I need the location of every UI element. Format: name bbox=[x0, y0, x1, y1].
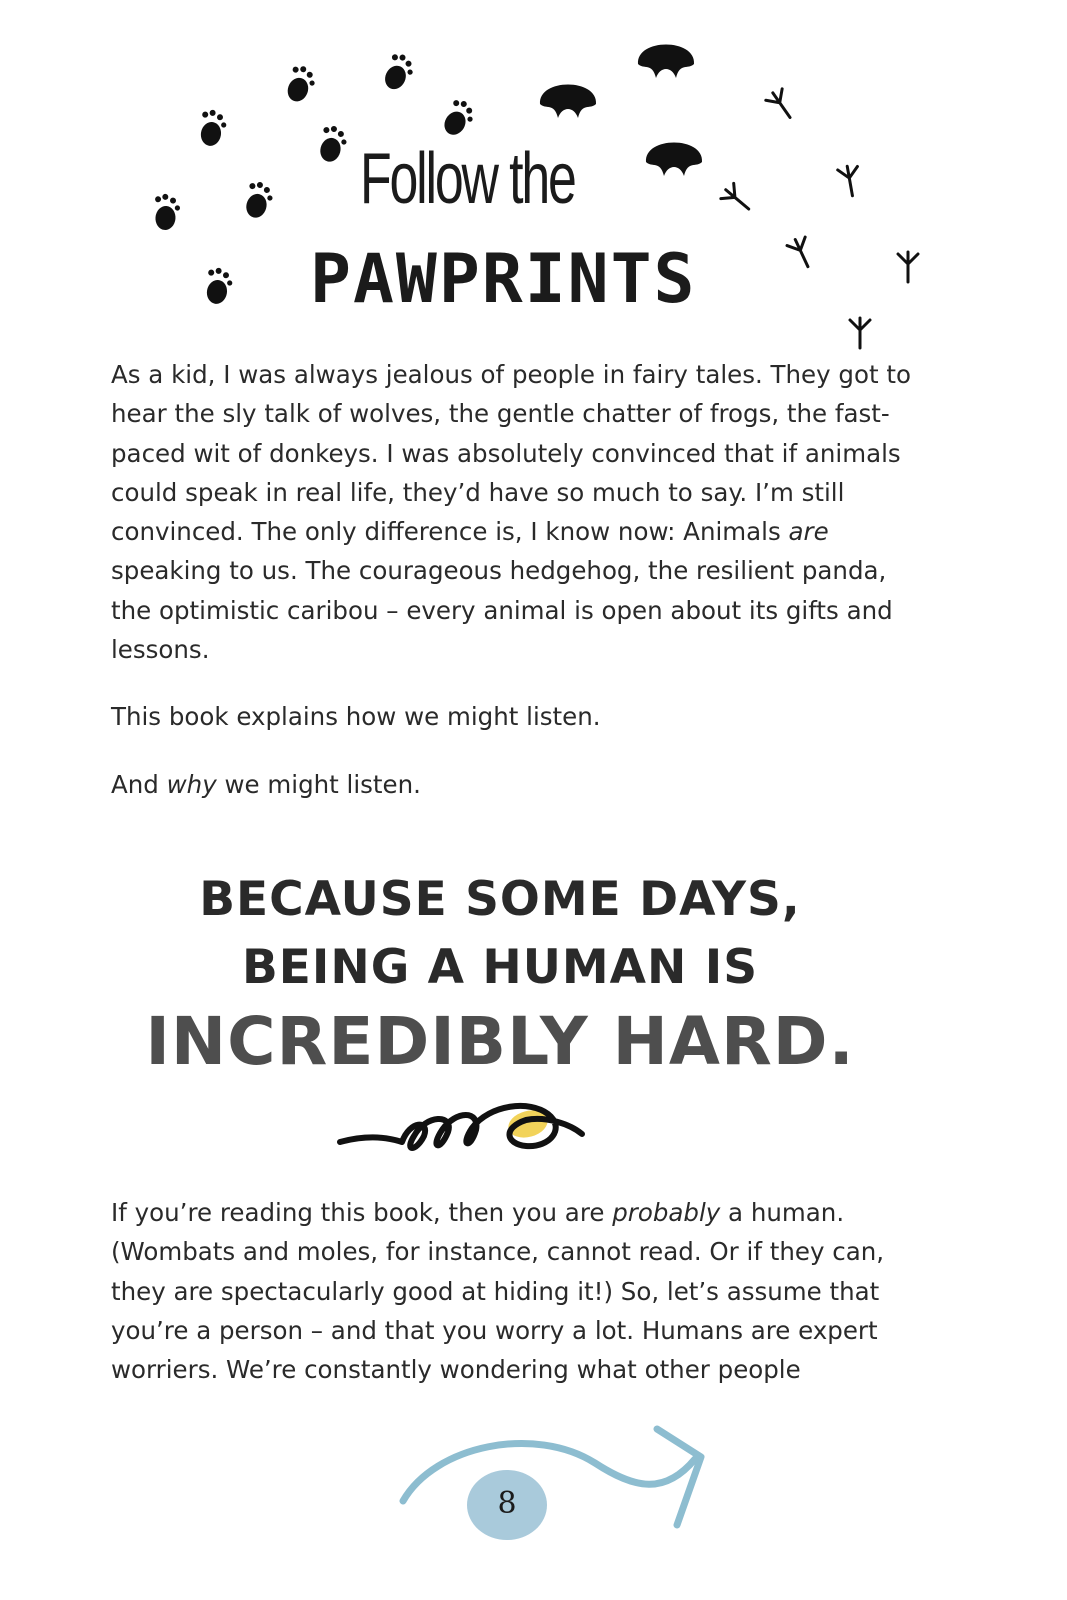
title-line-2: PAWPRINTS bbox=[310, 240, 697, 319]
banner-line-2: BEING A HUMAN IS bbox=[241, 940, 759, 995]
intro-paragraph-1-text-a: As a kid, I was always jealous of people in fairy tales. They got to hear the sly talk of wolves, the gentle chatter of frogs, the fast-paced wit of donkeys. I was absolutely convinced that if animals could speak in real life, they’d have so much to say. I’m still convinced. The only difference is, I know now: Animals bbox=[111, 360, 911, 547]
closing-paragraph-text-a: If you’re reading this book, then you are bbox=[111, 1198, 613, 1227]
large-pawprint-icon bbox=[540, 85, 596, 119]
title-line-1: Follow the bbox=[360, 139, 575, 219]
bird-track-icon bbox=[850, 318, 870, 348]
bird-track-icon bbox=[786, 235, 817, 271]
large-pawprint-icon bbox=[646, 143, 702, 177]
pawprint-icon bbox=[203, 266, 234, 306]
closing-paragraph bbox=[111, 1193, 911, 1389]
intro-paragraph-3-text-b: we might listen. bbox=[216, 770, 421, 799]
curved-arrow-icon bbox=[395, 1415, 725, 1565]
intro-paragraph-3-text-a: And bbox=[111, 770, 167, 799]
pawprint-icon bbox=[439, 96, 479, 140]
pawprint-icon bbox=[316, 124, 350, 165]
squiggle-divider-icon bbox=[330, 1090, 600, 1170]
closing-paragraph-text-b: a human. (Wombats and moles, for instance, cannot read. Or if they can, they are spectacularly good at hiding it!) So, let’s assume that you’re a person – and that you worry a lot. Humans are expert worriers. We’re constantly wondering what other people bbox=[111, 1198, 885, 1385]
page-number: 8 bbox=[497, 1486, 517, 1521]
banner-line-1: BECAUSE SOME DAYS, bbox=[199, 872, 801, 927]
banner-line-3: INCREDIBLY HARD. bbox=[145, 1003, 855, 1080]
bird-track-icon bbox=[719, 182, 755, 217]
intro-paragraph-3 bbox=[111, 765, 911, 804]
bird-track-icon bbox=[837, 165, 862, 198]
bird-track-icon bbox=[765, 87, 799, 123]
intro-paragraph-1-text-b: speaking to us. The courageous hedgehog, the resilient panda, the optimistic caribou – every animal is open about its gifts and lessons. bbox=[111, 556, 893, 665]
closing-paragraph-emphasis: probably bbox=[612, 1198, 721, 1227]
pawprint-icon bbox=[380, 51, 418, 94]
pawprint-icon bbox=[152, 193, 181, 231]
intro-paragraph-1 bbox=[111, 355, 911, 669]
bird-track-icon bbox=[898, 252, 918, 282]
intro-paragraph-1-emphasis: are bbox=[788, 517, 829, 547]
large-pawprint-icon bbox=[638, 45, 694, 79]
pawprint-icon bbox=[197, 108, 228, 148]
pawprint-icon bbox=[242, 180, 276, 221]
intro-paragraph-2: This book explains how we might listen. bbox=[111, 702, 601, 731]
pawprint-icon bbox=[283, 63, 319, 106]
intro-paragraph-3-emphasis: why bbox=[166, 770, 217, 799]
